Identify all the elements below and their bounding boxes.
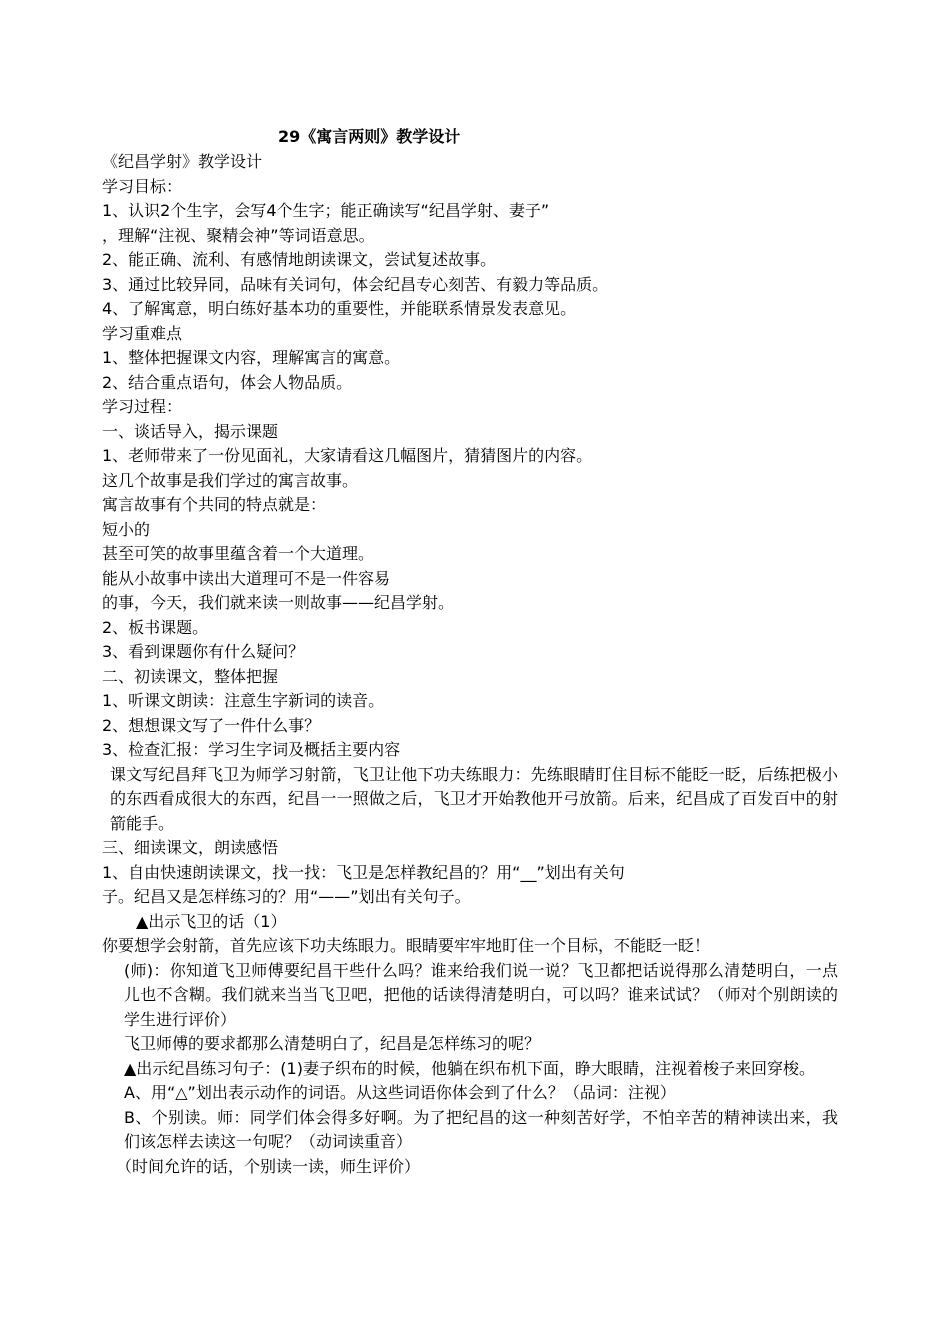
key-2: 2、结合重点语句，体会人物品质。 (102, 372, 353, 392)
goal-3: 3、通过比较异同，品味有关词句，体会纪昌专心刻苦、有毅力等品质。 (102, 274, 609, 294)
goal-1b: ，理解“注视、聚精会神”等词语意思。 (102, 225, 375, 245)
section-1-item-5: 甚至可笑的故事里蕴含着一个大道理。 (102, 544, 375, 563)
section-3-item-1b: 子。纪昌又是怎样练习的？用“——”划出有关句子。 (102, 887, 471, 906)
section-1-item-7: 的事，今天，我们就来读一则故事——纪昌学射。 (102, 593, 455, 612)
doc-title: 29《寓言两则》教学设计 (278, 127, 461, 146)
section-1-heading: 一、谈话导入，揭示课题 (102, 421, 279, 441)
section-1-item-9: 3、看到课题你有什么疑问？ (102, 642, 305, 661)
section-3-item-1a: 1、自由快速朗读课文，找一找：飞卫是怎样教纪昌的？用“__”划出有关句 (102, 862, 625, 882)
process-heading: 学习过程： (102, 397, 183, 416)
section-3-show-2: ▲出示纪昌练习句子：(1)妻子织布的时候，他躺在织布机下面，睁大眼睛，注视着梭子来回穿梭。 (124, 1058, 815, 1078)
doc-subtitle: 《纪昌学射》教学设计 (102, 152, 263, 171)
section-2-item-1: 1、听课文朗读：注意生字新词的读音。 (102, 691, 385, 710)
section-3-b: B、个别读。师：同学们体会得多好啊。为了把纪昌的这一种刻苦好学，不怕辛苦的精神读出来，我们该怎样去读这一句呢？（动词读重音） (124, 1107, 838, 1151)
section-2-item-3: 3、检查汇报：学习生字词及概括主要内容 (102, 740, 401, 759)
section-1-item-3: 寓言故事有个共同的特点就是： (102, 495, 327, 514)
section-3-a: A、用“△”划出表示动作的词语。从这些词语你体会到了什么？（品词：注视） (124, 1083, 676, 1102)
section-1-item-1: 1、老师带来了一份见面礼，大家请看这几幅图片，猜猜图片的内容。 (102, 446, 593, 465)
goal-1a: 1、认识2个生字，会写4个生字；能正确读写“纪昌学射、妻子” (102, 201, 550, 220)
section-3-teacher: (师)：你知道飞卫师傅要纪昌干些什么吗？谁来给我们说一说？飞卫都把话说得那么清楚明白，一点儿也不含糊。我们就来当当飞卫吧，把他的话读得清楚明白，可以吗？谁来试试？（师对个别朗读的学生进行评价） (124, 960, 838, 1029)
goal-4: 4、了解寓意，明白练好基本功的重要性，并能联系情景发表意见。 (102, 299, 577, 318)
section-3-show-1: ▲出示飞卫的话（1） (136, 911, 287, 931)
section-1-item-2: 这几个故事是我们学过的寓言故事。 (102, 470, 359, 490)
section-3-quote: 你要想学会射箭，首先应该下功夫练眼力。眼睛要牢牢地盯住一个目标，不能眨一眨！ (102, 936, 711, 955)
section-2-summary: 课文写纪昌拜飞卫为师学习射箭，飞卫让他下功夫练眼力：先练眼睛盯住目标不能眨一眨，后练把极小的东西看成很大的东西，纪昌一一照做之后，飞卫才开始教他开弓放箭。后来，纪昌成了百发百中的射箭能手。 (110, 764, 838, 833)
section-1-item-8: 2、板书课题。 (102, 617, 209, 637)
section-3-c: （时间允许的话，个别读一读，师生评价） (116, 1156, 421, 1176)
section-3-heading: 三、细读课文，朗读感悟 (102, 838, 279, 857)
document-page (102, 124, 838, 1179)
section-1-item-6: 能从小故事中读出大道理可不是一件容易 (102, 568, 391, 588)
section-2-heading: 二、初读课文，整体把握 (102, 666, 279, 686)
goals-heading: 学习目标： (102, 176, 183, 196)
section-2-item-2: 2、想想课文写了一件什么事？ (102, 715, 321, 735)
goal-2: 2、能正确、流利、有感情地朗读课文，尝试复述故事。 (102, 250, 497, 269)
section-3-question-2: 飞卫师傅的要求都那么清楚明白了，纪昌是怎样练习的呢？ (124, 1034, 541, 1053)
key-heading: 学习重难点 (102, 323, 183, 343)
key-1: 1、整体把握课文内容，理解寓言的寓意。 (102, 348, 401, 367)
section-1-item-4: 短小的 (102, 519, 151, 539)
